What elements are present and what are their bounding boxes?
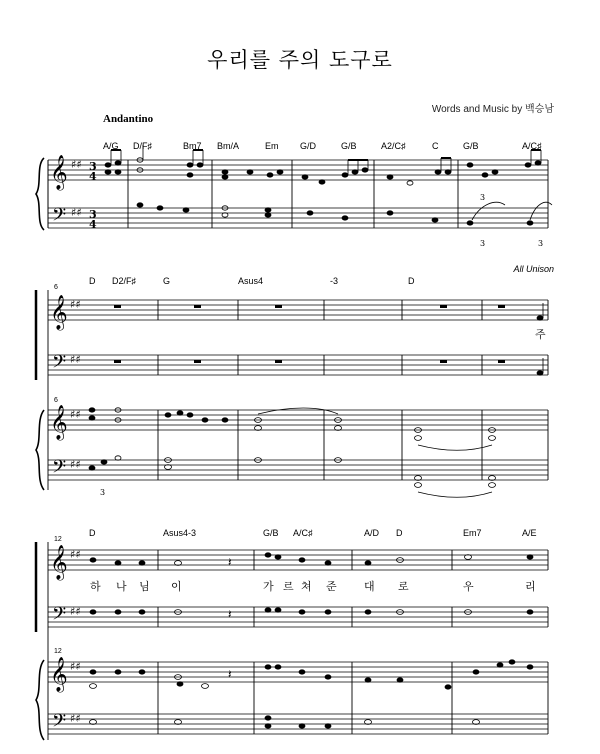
brace-icon xyxy=(36,158,44,230)
chord-symbol: A2/C♯ xyxy=(381,141,406,151)
measure-number: 12 xyxy=(54,536,62,543)
chord-symbol: D2/F♯ xyxy=(112,276,137,286)
chord-symbol: D xyxy=(89,528,96,538)
lyric-syllable: 르 xyxy=(283,580,294,593)
treble-staff xyxy=(48,160,548,180)
chord-symbol: D xyxy=(408,276,415,286)
lyric-syllable: 우 xyxy=(463,580,474,593)
lyric-syllable: 쳐 xyxy=(301,580,312,593)
chord-symbol: A/C♯ xyxy=(293,528,313,538)
lyric-syllable: 대 xyxy=(364,580,375,593)
notes-system-3 xyxy=(90,553,534,728)
chord-symbol: D xyxy=(89,276,96,286)
brace-icon xyxy=(36,410,44,490)
tempo-marking: Andantino xyxy=(103,113,154,125)
lyric-syllable: 님 xyxy=(139,580,150,593)
vocal-bass-staff xyxy=(48,355,548,375)
triplet-mark: 3 xyxy=(480,193,486,202)
treble-clef-icon: 𝄞 xyxy=(50,155,68,190)
treble-clef-icon: 𝄞 xyxy=(50,545,68,580)
chord-symbol: A/C♯ xyxy=(522,141,542,151)
chord-symbol: A/D xyxy=(364,528,380,538)
key-signature: ♯♯ xyxy=(70,458,81,471)
key-signature: ♯♯ xyxy=(70,408,81,421)
lyric-syllable: 준 xyxy=(326,580,337,593)
vocal-bass-staff xyxy=(48,607,548,627)
score-title: 우리를 주의 도구로 xyxy=(207,48,393,72)
chord-symbol: Bm7 xyxy=(183,141,202,151)
chord-symbol: G/B xyxy=(263,528,279,538)
system-3 xyxy=(36,542,548,740)
triplet-mark: 3 xyxy=(480,239,486,248)
chord-symbol: Asus4 xyxy=(238,276,264,286)
bass-clef-icon: 𝄢 xyxy=(52,711,67,736)
lyric-syllable: 주 xyxy=(535,328,546,341)
key-signature: ♯♯ xyxy=(71,158,82,171)
measure-number: 12 xyxy=(54,648,62,655)
unison-marking: All Unison xyxy=(513,264,554,274)
vocal-staff xyxy=(48,550,548,570)
bass-clef-icon: 𝄢 xyxy=(52,205,67,230)
chord-symbol: Bm/A xyxy=(217,141,240,151)
piano-bass-staff xyxy=(48,460,548,480)
lyric-syllable: 리 xyxy=(525,580,536,593)
bass-clef-icon: 𝄢 xyxy=(52,604,67,629)
chord-symbol: C xyxy=(432,141,439,151)
time-signature-top: 3 xyxy=(89,160,97,173)
chord-symbol: -3 xyxy=(330,276,339,286)
quarter-rest-icon: 𝄽 xyxy=(228,607,232,621)
measure-number: 6 xyxy=(54,397,58,404)
time-signature-bottom: 4 xyxy=(89,218,97,231)
lyric-syllable: 가 xyxy=(263,580,274,593)
quarter-rest-icon: 𝄽 xyxy=(228,555,232,569)
time-signature-top: 3 xyxy=(89,208,97,221)
treble-clef-icon: 𝄞 xyxy=(50,295,68,330)
chord-symbol: D/F♯ xyxy=(133,141,152,151)
key-signature: ♯♯ xyxy=(70,660,81,673)
chord-symbol: A/E xyxy=(522,528,537,538)
key-signature: ♯♯ xyxy=(70,353,81,366)
key-signature: ♯♯ xyxy=(70,548,81,561)
time-signature-bottom: 4 xyxy=(89,170,97,183)
chord-symbol: Em7 xyxy=(463,528,482,538)
key-signature: ♯♯ xyxy=(70,712,81,725)
system-1 xyxy=(36,158,548,230)
key-signature: ♯♯ xyxy=(70,298,81,311)
lyric-syllable: 이 xyxy=(171,580,182,593)
system-2 xyxy=(36,290,548,490)
lyric-syllable: 하 xyxy=(90,580,101,593)
measure-number: 6 xyxy=(54,284,58,291)
lyric-syllable: 나 xyxy=(116,580,127,593)
chord-symbol: G/B xyxy=(463,141,479,151)
piano-treble-staff xyxy=(48,410,548,430)
barlines xyxy=(158,300,548,480)
key-signature: ♯♯ xyxy=(70,605,81,618)
barlines xyxy=(158,550,548,734)
chord-symbol: A/G xyxy=(103,141,119,151)
treble-clef-icon: 𝄞 xyxy=(50,405,68,440)
bass-clef-icon: 𝄢 xyxy=(52,352,67,377)
brace-icon xyxy=(36,660,44,740)
triplet-mark: 3 xyxy=(538,239,544,248)
key-signature: ♯♯ xyxy=(71,206,82,219)
triplet-mark: 3 xyxy=(100,488,106,497)
chord-symbol: G/B xyxy=(341,141,357,151)
chord-symbol: Asus4-3 xyxy=(163,528,197,538)
lyric-syllable: 로 xyxy=(398,580,409,593)
chord-symbol: G/D xyxy=(300,141,317,151)
vocal-staff xyxy=(48,300,548,320)
rests-system-2 xyxy=(114,305,505,363)
quarter-rest-icon: 𝄽 xyxy=(228,667,232,681)
treble-clef-icon: 𝄞 xyxy=(50,657,68,692)
chord-symbol: D xyxy=(396,528,403,538)
chord-symbol: G xyxy=(163,276,171,286)
bass-clef-icon: 𝄢 xyxy=(52,457,67,482)
composer-credit: Words and Music by 백승남 xyxy=(431,104,554,115)
chord-symbol: Em xyxy=(265,141,279,151)
